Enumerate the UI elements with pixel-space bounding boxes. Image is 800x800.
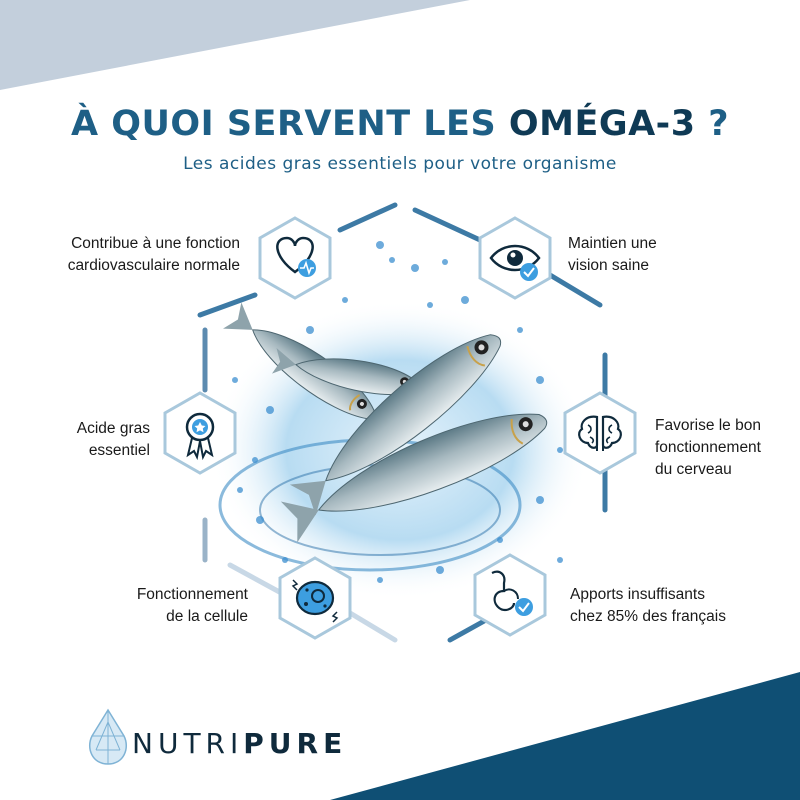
benefit-label-intake: Apports insuffisants chez 85% des français — [570, 586, 726, 625]
water-drop-logo-icon — [88, 708, 128, 768]
benefit-label-cell: Fonctionnement de la cellule — [136, 586, 248, 625]
brand-logo: NUTRIPURE — [132, 727, 348, 760]
heart-pulse-icon — [260, 218, 330, 298]
page-subtitle: Les acides gras essentiels pour votre organisme — [183, 154, 617, 174]
benefit-label-fatty-acid: Acide gras essentiel — [76, 420, 150, 459]
benefit-label-brain: Favorise le bon fonctionnement du cerveau — [655, 417, 761, 478]
page-title: À QUOI SERVENT LES OMÉGA-3 ? — [70, 104, 730, 144]
eye-check-icon — [480, 218, 550, 298]
benefit-label-vision: Maintien une vision saine — [568, 235, 657, 274]
benefit-label-heart: Contribue à une fonction cardiovasculaire normale — [67, 235, 240, 274]
